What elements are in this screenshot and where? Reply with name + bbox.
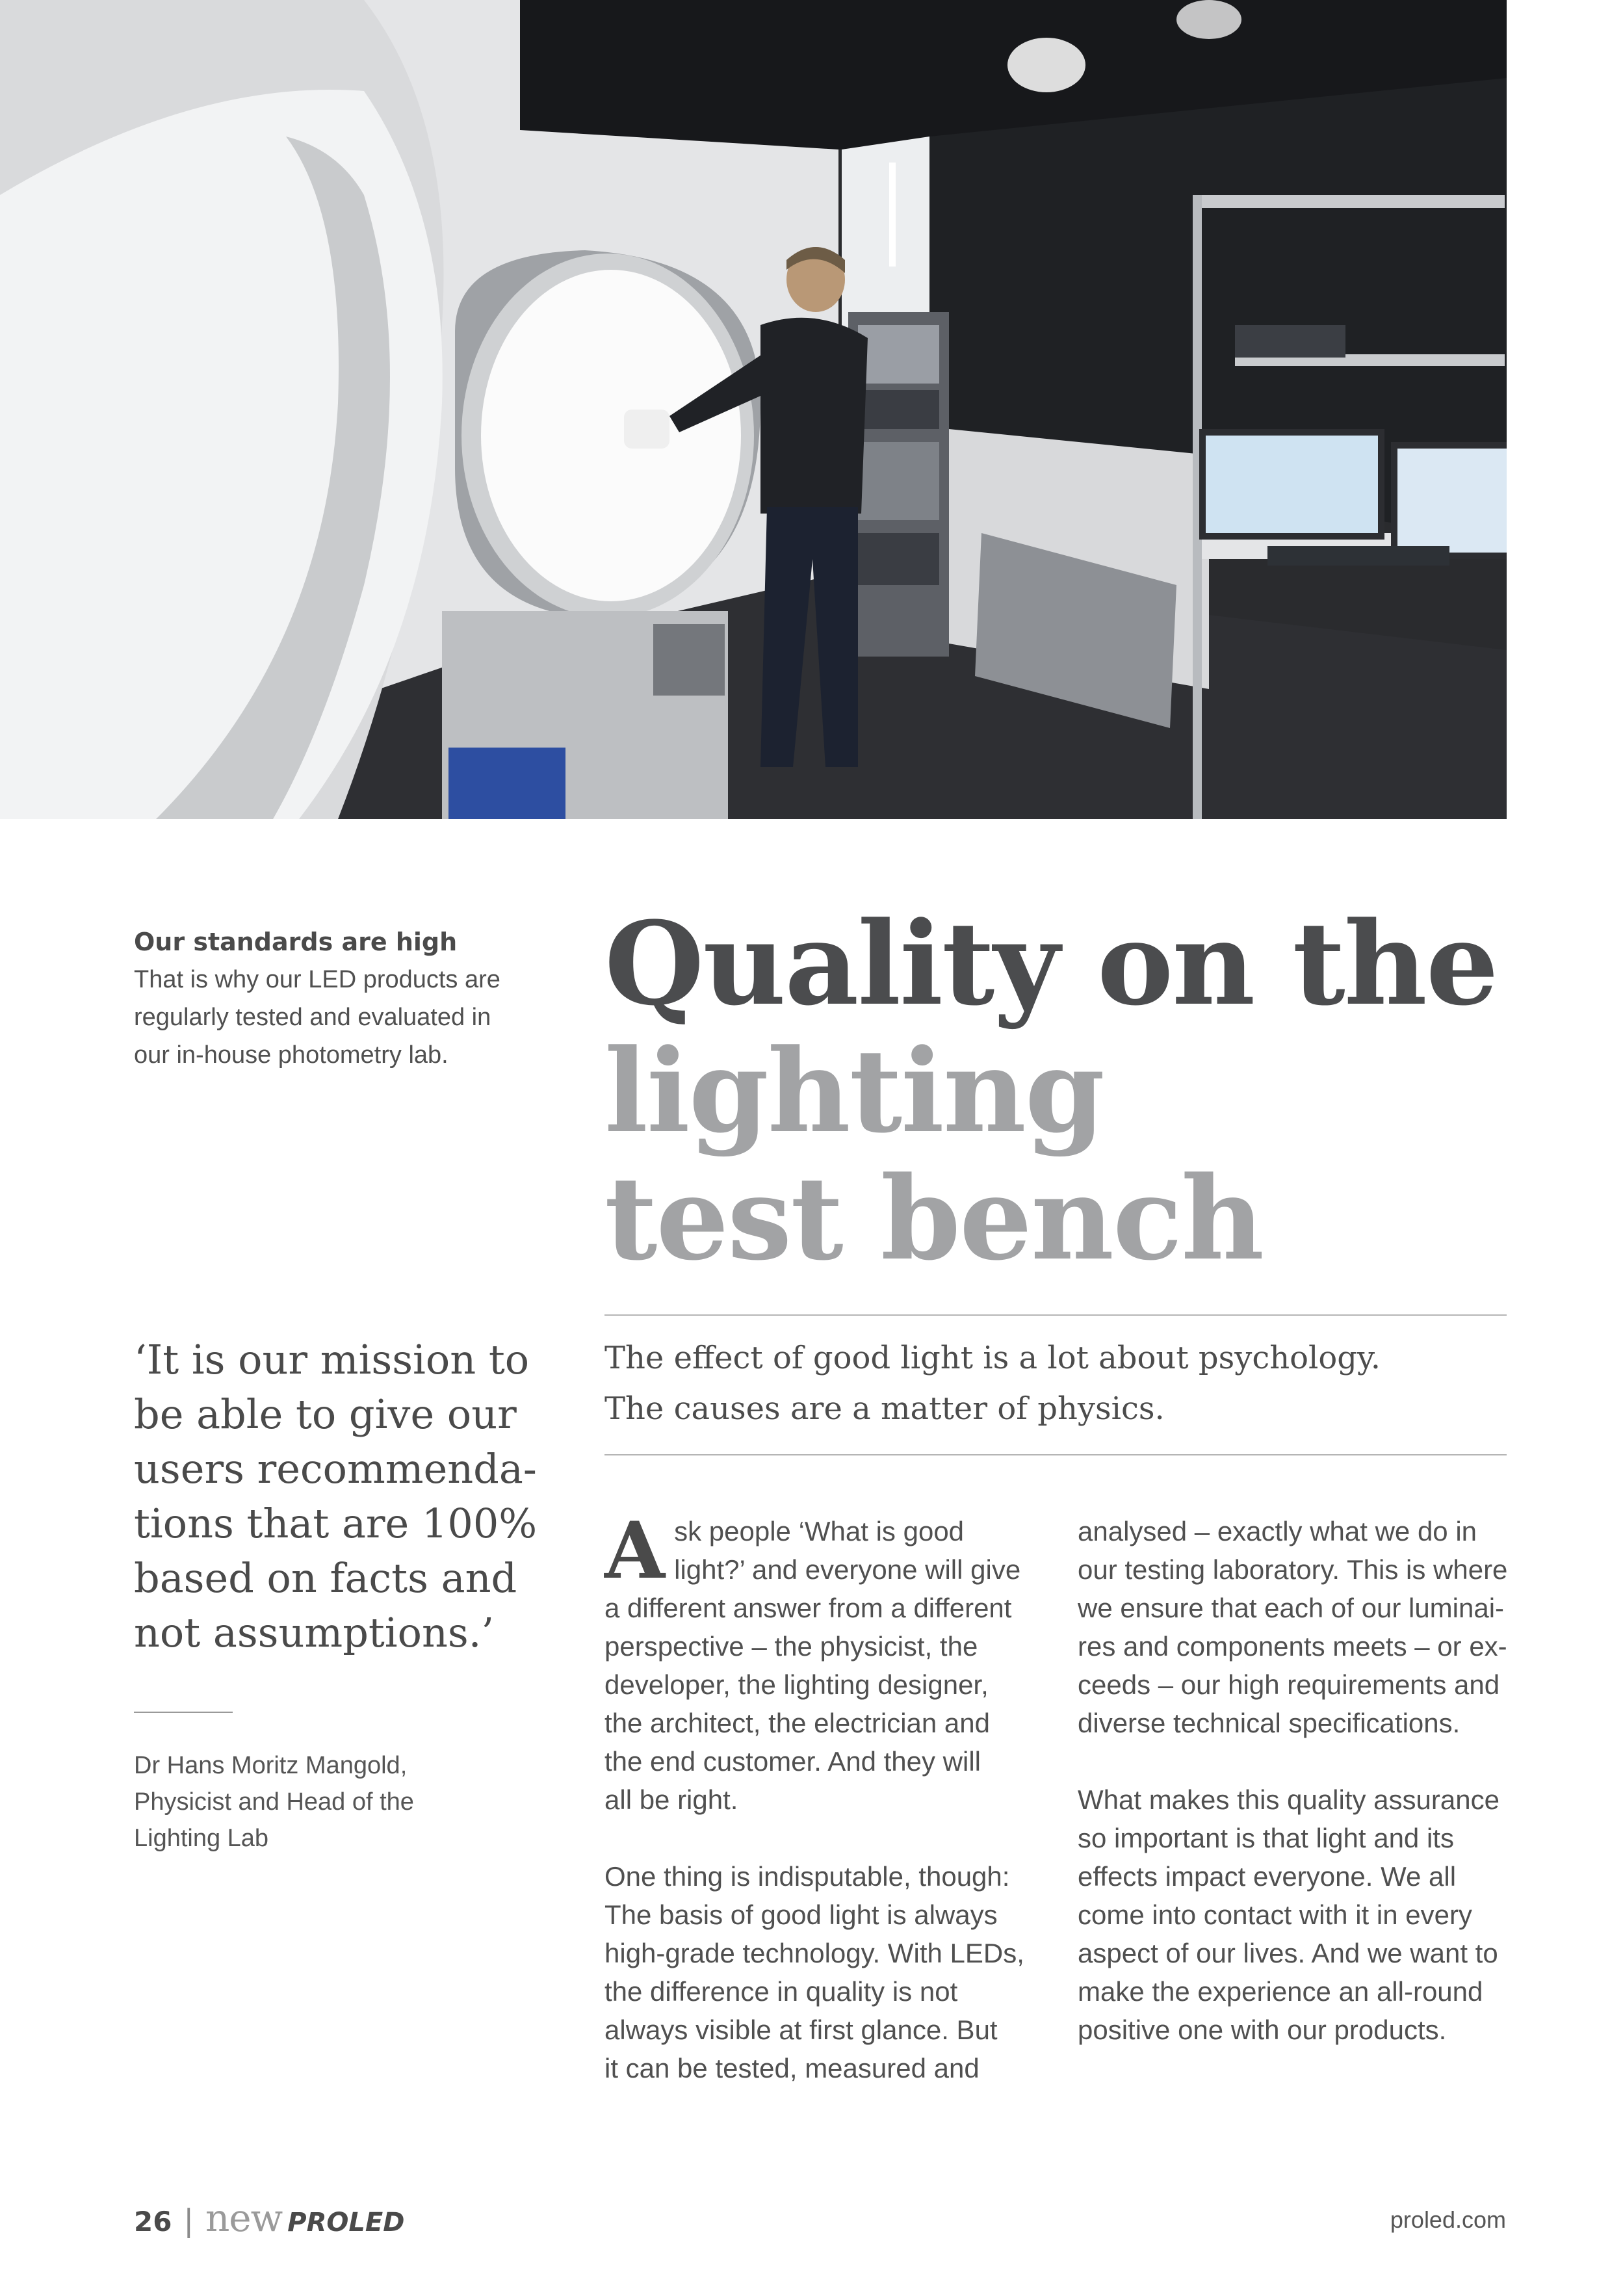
body-line: aspect of our lives. And we want to (1078, 1938, 1498, 1968)
drop-cap: A (604, 1505, 666, 1597)
quote-line: be able to give our (134, 1390, 517, 1438)
quote-line: users recommenda- (134, 1445, 537, 1493)
body-line: always visible at first glance. But (604, 2015, 998, 2045)
body-line: diverse technical specifications. (1078, 1708, 1461, 1738)
body-column-2 (1078, 1512, 1520, 2087)
body-line: One thing is indisputable, though: (604, 1861, 1010, 1892)
quote-divider (134, 1712, 233, 1713)
body-line: our testing laboratory. This is where (1078, 1554, 1508, 1585)
body-line: ceeds – our high requirements and (1078, 1669, 1500, 1700)
body-line: the architect, the electrician and (604, 1708, 991, 1738)
brand-proled-logo: PROLED (287, 2208, 405, 2237)
body-line: positive one with our products. (1078, 2015, 1447, 2045)
intro-line: our in-house photometry lab. (134, 1041, 448, 1069)
quote-attribution (134, 1747, 498, 1857)
body-paragraph (604, 1857, 1046, 2087)
body-line: res and components meets – or ex- (1078, 1631, 1507, 1662)
body-line: perspective – the physicist, the (604, 1631, 978, 1662)
body-line: light?’ and everyone will give (674, 1554, 1021, 1585)
body-line: we ensure that each of our luminai- (1078, 1593, 1505, 1623)
footer-separator: | (183, 2203, 194, 2238)
body-line: so important is that light and its (1078, 1823, 1454, 1853)
pull-quote (134, 1333, 550, 1660)
body-line: make the experience an all-round (1078, 1976, 1483, 2007)
lab-illustration (0, 0, 1507, 819)
subtitle-line: The causes are a matter of physics. (604, 1390, 1165, 1427)
intro-block (134, 923, 524, 1074)
page-title (604, 896, 1514, 1286)
page-number: 26 (134, 2206, 172, 2237)
quote-line: tions that are 100% (134, 1500, 538, 1547)
body-line: analysed – exactly what we do in (1078, 1516, 1477, 1546)
divider (604, 1454, 1507, 1455)
body-paragraph (1078, 1512, 1520, 1742)
body-line: come into contact with it in every (1078, 1899, 1472, 1930)
body-line: the end customer. And they will (604, 1746, 981, 1777)
body-line: the difference in quality is not (604, 1976, 958, 2007)
intro-line: regularly tested and evaluated in (134, 1004, 491, 1031)
body-line: effects impact everyone. We all (1078, 1861, 1457, 1892)
body-line: developer, the lighting designer, (604, 1669, 989, 1700)
title-line-3: test bench (604, 1151, 1264, 1286)
attribution-line: Physicist and Head of the (134, 1788, 414, 1816)
intro-line: That is why our LED products are (134, 966, 500, 993)
title-line-2: lighting (604, 1024, 1104, 1158)
body-line: a different answer from a different (604, 1593, 1012, 1623)
subtitle-line: The effect of good light is a lot about psychology. (604, 1340, 1381, 1376)
body-line: sk people ‘What is good (674, 1516, 965, 1546)
brand-new-text: new (205, 2196, 283, 2240)
footer-url[interactable]: proled.com (1390, 2206, 1506, 2233)
quote-line: based on facts and (134, 1554, 517, 1602)
body-line: high-grade technology. With LEDs, (604, 1938, 1024, 1968)
body-line: The basis of good light is always (604, 1899, 998, 1930)
body-line: it can be tested, measured and (604, 2053, 980, 2083)
quote-line: not assumptions.’ (134, 1609, 495, 1656)
body-column-1 (604, 1505, 1046, 2126)
quote-line: ‘It is our mission to (134, 1336, 530, 1383)
body-line: What makes this quality assurance (1078, 1784, 1500, 1815)
divider (604, 1314, 1507, 1316)
body-line: all be right. (604, 1784, 738, 1815)
body-paragraph (1078, 1781, 1520, 2049)
intro-heading: Our standards are high (134, 928, 458, 956)
subtitle (604, 1333, 1508, 1434)
attribution-line: Dr Hans Moritz Mangold, (134, 1752, 408, 1779)
body-paragraph (604, 1505, 1046, 1819)
hero-photo (0, 0, 1507, 819)
attribution-line: Lighting Lab (134, 1825, 269, 1852)
title-line-1: Quality on the (604, 896, 1498, 1031)
footer-branding (134, 2196, 404, 2241)
